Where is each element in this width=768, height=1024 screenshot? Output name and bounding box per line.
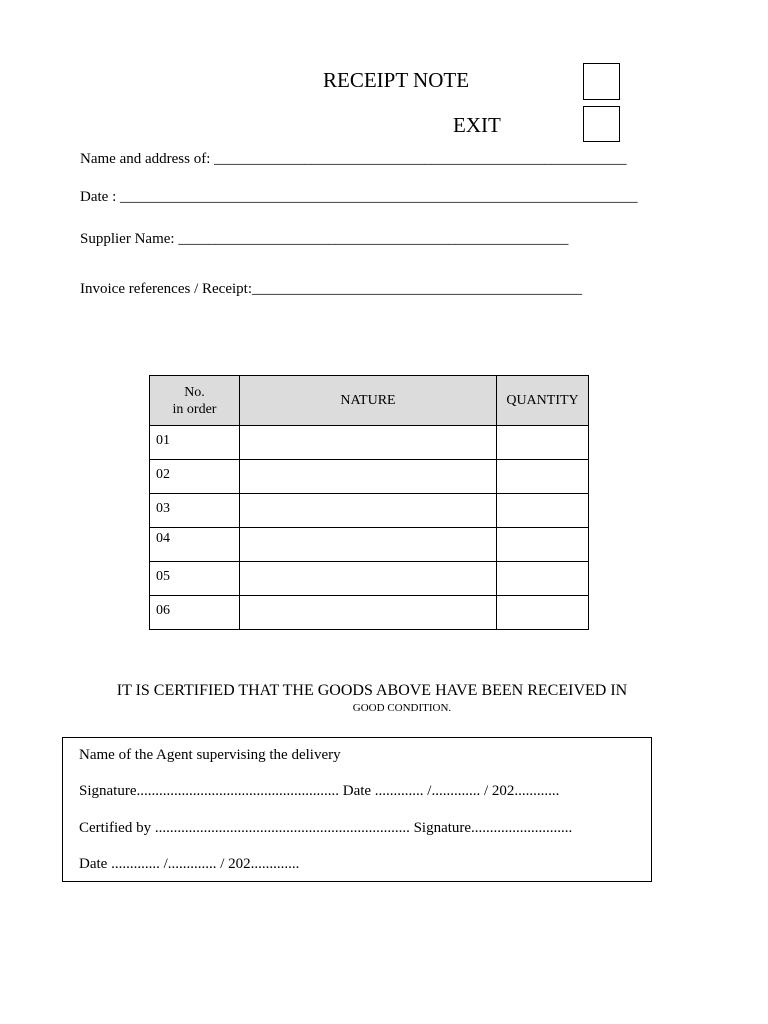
agent-supervision-box xyxy=(62,737,652,882)
row-number: 01 xyxy=(150,426,240,460)
table-row xyxy=(150,596,589,630)
name-address-field[interactable]: Name and address of: _______________________________________________________ xyxy=(80,151,627,167)
table-row xyxy=(150,460,589,494)
certification-statement-continued: GOOD CONDITION. xyxy=(352,702,452,714)
date-field[interactable]: Date : _____________________________________________________________________ xyxy=(80,189,638,205)
row-number: 05 xyxy=(150,562,240,596)
row-number: 03 xyxy=(150,494,240,528)
row-number: 06 xyxy=(150,596,240,630)
header-quantity: QUANTITY xyxy=(497,376,589,426)
certification-date-field[interactable]: Date ............. /............. / 202............. xyxy=(79,856,300,872)
nature-cell[interactable] xyxy=(240,528,497,562)
quantity-cell[interactable] xyxy=(497,596,589,630)
table-row xyxy=(150,528,589,562)
nature-cell[interactable] xyxy=(240,460,497,494)
nature-cell[interactable] xyxy=(240,426,497,460)
items-table xyxy=(149,375,589,630)
agent-signature-date-field[interactable]: Signature...................................................... Date ............. /............. / 202............ xyxy=(79,783,560,799)
quantity-cell[interactable] xyxy=(497,426,589,460)
header-in-order-label: in order xyxy=(172,401,217,417)
row-number: 02 xyxy=(150,460,240,494)
nature-cell[interactable] xyxy=(240,596,497,630)
table-row xyxy=(150,562,589,596)
nature-cell[interactable] xyxy=(240,494,497,528)
certified-by-signature-field[interactable]: Certified by .................................................................... Signature........................... xyxy=(79,820,573,836)
header-nature: NATURE xyxy=(240,376,497,426)
nature-cell[interactable] xyxy=(240,562,497,596)
header-no-label: No. xyxy=(184,384,205,400)
certification-statement: IT IS CERTIFIED THAT THE GOODS ABOVE HAVE BEEN RECEIVED IN xyxy=(116,682,628,699)
supplier-name-field[interactable]: Supplier Name: ____________________________________________________ xyxy=(80,231,569,247)
quantity-cell[interactable] xyxy=(497,562,589,596)
table-header-row xyxy=(150,376,589,426)
header-no-in-order xyxy=(150,376,240,426)
exit-title: EXIT xyxy=(453,113,501,137)
exit-checkbox[interactable] xyxy=(583,106,620,142)
receipt-note-title: RECEIPT NOTE xyxy=(323,68,470,92)
table-row xyxy=(150,494,589,528)
invoice-reference-field[interactable]: Invoice references / Receipt:____________________________________________ xyxy=(80,281,582,297)
table-row xyxy=(150,426,589,460)
receipt-note-checkbox[interactable] xyxy=(583,63,620,100)
agent-name-label: Name of the Agent supervising the delivery xyxy=(79,747,341,763)
quantity-cell[interactable] xyxy=(497,528,589,562)
row-number: 04 xyxy=(150,528,240,562)
quantity-cell[interactable] xyxy=(497,460,589,494)
quantity-cell[interactable] xyxy=(497,494,589,528)
